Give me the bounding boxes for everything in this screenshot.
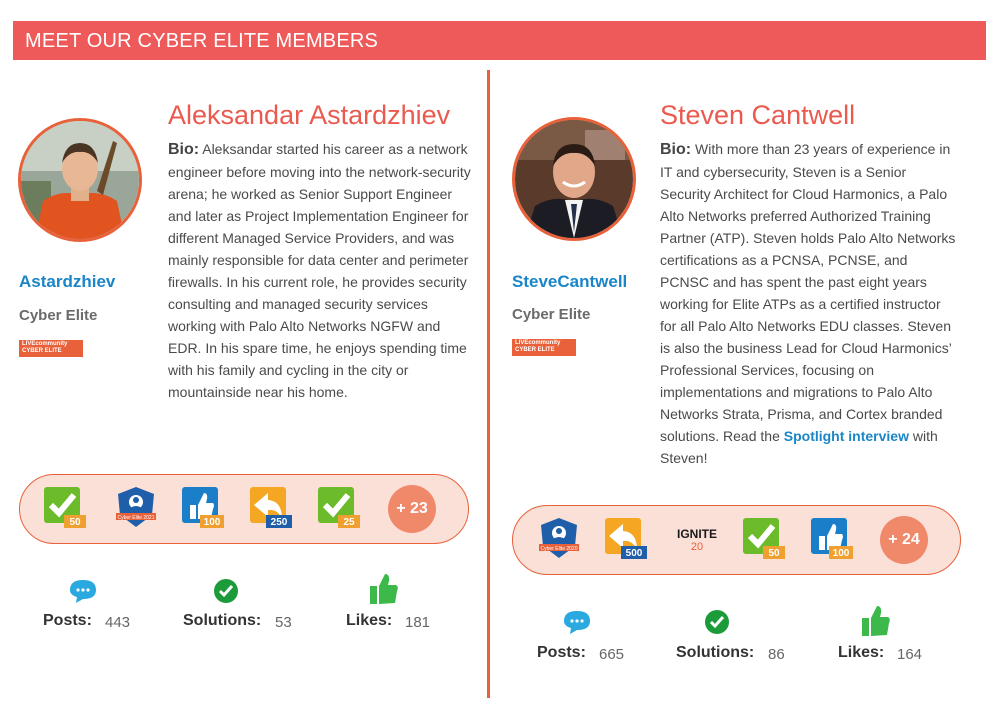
badge-count: 50	[768, 548, 780, 559]
member-bio	[660, 138, 960, 469]
check-icon[interactable]	[741, 516, 785, 560]
rank-badge-icon	[512, 339, 576, 356]
posts-count: 443	[105, 614, 131, 631]
badge-bar	[512, 505, 961, 575]
bio-text: With more than 23 years of experience in IT and cybersecurity, Steven is a Senior Security Architect for Cloud Harmonics, a Palo Alto Networks preferred Authorized Training Partner (ATP). Steven holds Palo Alto Networks certifications as a PCNSA, PCNSE, and PCNSC and has spent the past eight years working for Elite ATPs as a certified instructor for all Palo Alto Networks EDU classes. Steven is also the business Lead for Cloud Harmonics’ Professional Services, focusing on implementations and migrations to Palo Alto Networks Strata, Prisma, and Cortex branded solutions. Read the	[660, 141, 956, 444]
ignite-logo-icon[interactable]	[671, 516, 723, 560]
ignite-year: 20	[690, 541, 704, 553]
badge-count: 50	[69, 517, 81, 528]
more-badges-button[interactable]: + 23	[388, 485, 436, 533]
badge-label: Cyber Elite 2021	[117, 515, 155, 521]
rank-badge-line1: LIVEcommunity	[515, 340, 561, 346]
member-bio	[168, 138, 473, 403]
cyber-elite-shield-icon[interactable]	[537, 516, 581, 560]
badge-count: 250	[270, 517, 288, 528]
rank-badge-line2: CYBER ELITE	[22, 348, 62, 354]
solutions-label: Solutions:	[676, 644, 755, 661]
solutions-label: Solutions:	[183, 612, 262, 629]
likes-count: 164	[897, 646, 923, 663]
check-icon[interactable]	[42, 485, 86, 529]
spotlight-interview-link[interactable]: Spotlight interview	[783, 428, 909, 444]
username-link[interactable]: SteveCantwell	[512, 272, 628, 291]
section-title: MEET OUR CYBER ELITE MEMBERS	[25, 30, 379, 52]
avatar-photo	[21, 121, 139, 239]
solutions-stat	[183, 578, 303, 648]
bio-text-end: with Steven!	[660, 428, 938, 466]
badge-count: 100	[832, 548, 850, 559]
thumbs-up-icon[interactable]	[180, 485, 224, 529]
solutions-count: 53	[275, 614, 292, 631]
reply-arrow-icon[interactable]	[603, 516, 647, 560]
cyber-elite-shield-icon[interactable]	[114, 485, 158, 529]
badge-bar	[19, 474, 469, 544]
avatar[interactable]	[18, 118, 142, 242]
avatar[interactable]	[512, 117, 636, 241]
bio-text: Aleksandar started his career as a network engineer before moving into the network-security arena; he worked as Senior Support Engineer and later as Project Implementation Engineer for different Managed Service Providers, and was mainly responsible for data center and perimeter firewalls. In his current role, he provides security consulting and managed security services working with Palo Alto Networks NGFW and EDR. In his spare time, he enjoys spending time with his family and cycling in the city or mountainside near his home.	[168, 141, 471, 400]
ignite-text: IGNITE	[676, 527, 718, 541]
likes-count: 181	[405, 614, 431, 631]
check-circle-icon	[704, 609, 730, 635]
likes-label: Likes:	[838, 644, 885, 661]
check-circle-icon	[213, 578, 239, 604]
avatar-photo	[515, 120, 633, 238]
thumbs-up-icon	[860, 604, 892, 638]
rank-label: Cyber Elite	[512, 306, 591, 323]
solutions-stat	[676, 609, 796, 679]
bio-label: Bio:	[168, 141, 200, 158]
badge-label: Cyber Elite 2020	[540, 546, 578, 552]
posts-stat	[43, 578, 143, 648]
check-icon[interactable]	[316, 485, 360, 529]
thumbs-up-icon	[368, 572, 400, 606]
posts-label: Posts:	[43, 612, 92, 629]
rank-badge-line1: LIVEcommunity	[22, 341, 68, 347]
member-name: Aleksandar Astardzhiev	[168, 100, 451, 130]
likes-label: Likes:	[346, 612, 393, 629]
posts-label: Posts:	[537, 644, 586, 661]
more-badges-button[interactable]: + 24	[880, 516, 928, 564]
speech-bubble-icon	[562, 609, 592, 635]
badge-count: 25	[343, 517, 355, 528]
member-card-2	[492, 0, 997, 720]
reply-arrow-icon[interactable]	[248, 485, 292, 529]
rank-label: Cyber Elite	[19, 307, 98, 324]
rank-badge-line2: CYBER ELITE	[515, 347, 555, 353]
bio-label: Bio:	[660, 141, 692, 158]
member-card-1	[0, 0, 490, 720]
likes-stat	[838, 604, 938, 674]
posts-stat	[537, 609, 637, 679]
likes-stat	[346, 572, 446, 642]
thumbs-up-icon[interactable]	[809, 516, 853, 560]
posts-count: 665	[599, 646, 625, 663]
badge-count: 500	[625, 548, 643, 559]
member-name: Steven Cantwell	[660, 100, 856, 130]
speech-bubble-icon	[68, 578, 98, 604]
username-link[interactable]: Astardzhiev	[19, 272, 116, 291]
rank-badge-icon	[19, 340, 83, 357]
solutions-count: 86	[768, 646, 785, 663]
badge-count: 100	[203, 517, 221, 528]
